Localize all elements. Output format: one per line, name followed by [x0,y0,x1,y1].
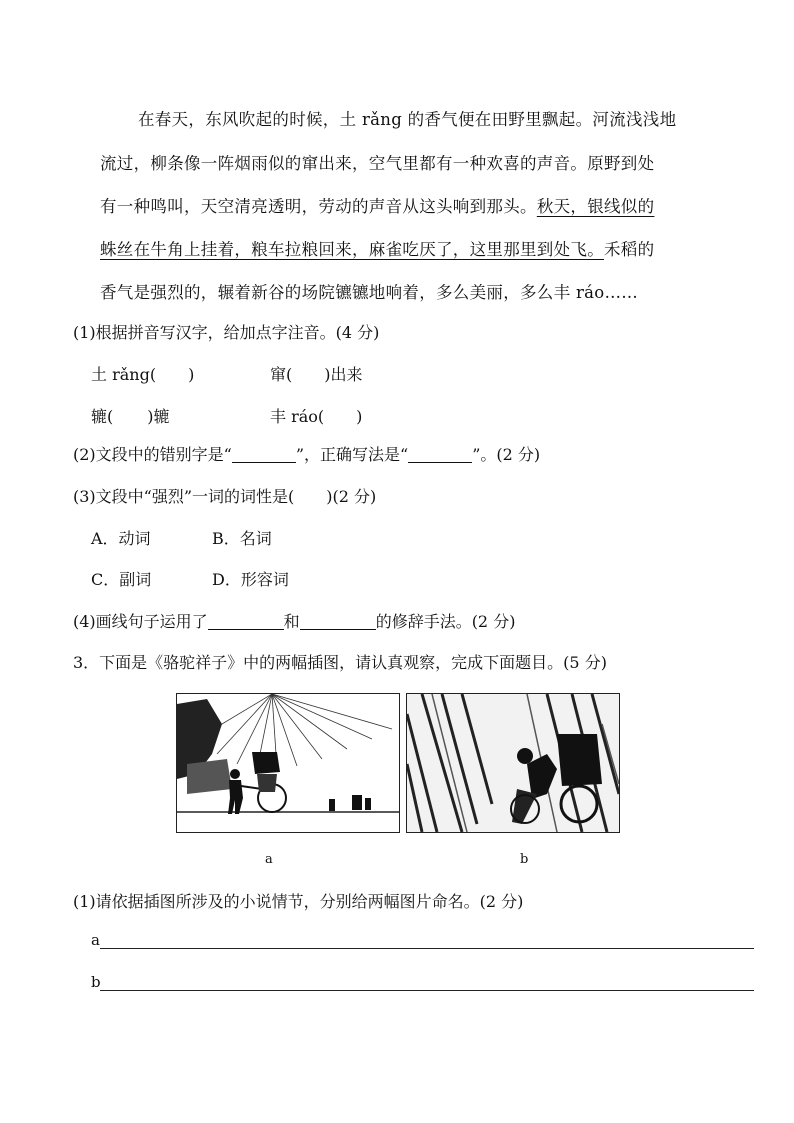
answer-blank-wrong-char[interactable] [232,446,296,463]
item-c-pre: 辘( [91,407,114,426]
question-2-mid: ”，正确写法是“ [295,445,409,464]
distant-figures [329,795,371,811]
question-1-prompt: (1)根据拼音写汉字，给加点字注音。(4 分) [73,323,380,342]
sub-question-1-prompt: (1)请依据插图所涉及的小说情节，分别给两幅图片命名。(2 分) [73,892,524,911]
underlined-sentence-part-2: 蛛丝在牛角上挂着，粮车拉粮回来，麻雀吃厌了，这里那里到处飞。 [100,240,604,259]
passage-line-3 [100,193,730,217]
option-d[interactable]: D．形容词 [212,570,289,589]
question-4-mid: 和 [283,612,300,631]
question-1-item-b: 窜( )出来 [270,365,363,384]
question-1-item-d: 丰 ráo( ) [270,407,363,426]
passage-line-4-text: 禾稻的 [604,240,655,259]
sun-rays [197,694,392,769]
option-c[interactable]: C．副词 [91,570,152,589]
question-3-prompt: (3)文段中“强烈”一词的词性是( )(2 分) [73,487,377,506]
question-4-pre: (4)画线句子运用了 [73,612,208,631]
section-3-title: 3．下面是《骆驼祥子》中的两幅插图，请认真观察，完成下面题目。(5 分) [73,653,607,672]
question-2-post: ”。(2 分) [472,445,541,464]
building-left [187,759,232,794]
answer-label-b: b [91,973,101,991]
rickshaw-in-rain [511,734,602,824]
question-1-item-c [91,404,170,427]
passage-line-2: 流过，柳条像一阵烟雨似的窜出来，空气里都有一种欢喜的声音。原野到处 [100,154,655,173]
passage-line-1: 在春天，东风吹起的时候，土 rǎng 的香气便在田野里飘起。河流浅浅地 [138,110,677,129]
passage-line-4 [100,236,730,260]
question-1-item-a: 土 rǎng( ) [91,365,195,384]
passage-line-5: 香气是强烈的，辗着新谷的场院镳镳地响着，多么美丽，多么丰 ráo…… [100,283,639,302]
answer-blank-rhetoric-2[interactable] [300,613,376,630]
question-4-post: 的修辞手法。(2 分) [375,612,516,631]
question-2-pre: (2)文段中的错别字是“ [73,445,232,464]
question-2 [73,442,540,465]
answer-blank-rhetoric-1[interactable] [208,613,284,630]
figure-a-caption: a [265,852,273,867]
illustration-a-drawing [177,694,399,832]
illustration-a [176,693,400,833]
answer-blank-correct-char[interactable] [408,446,472,463]
option-a[interactable]: A．动词 [91,529,151,548]
item-c-post: )辘 [147,407,170,426]
underlined-sentence-part-1: 秋天，银线似的 [536,197,655,216]
rickshaw-puller [228,769,243,814]
illustration-b-drawing [407,694,619,832]
question-4 [73,609,515,632]
answer-label-a: a [91,931,100,949]
illustration-b [406,693,620,833]
passage-line-3-text: 有一种鸣叫，天空清亮透明，劳动的声音从这头响到那头。 [100,197,537,216]
option-b[interactable]: B．名词 [212,529,272,548]
answer-line-a[interactable] [100,948,754,949]
rickshaw [241,752,286,812]
answer-line-b[interactable] [100,990,754,991]
figure-b-caption: b [520,852,529,867]
